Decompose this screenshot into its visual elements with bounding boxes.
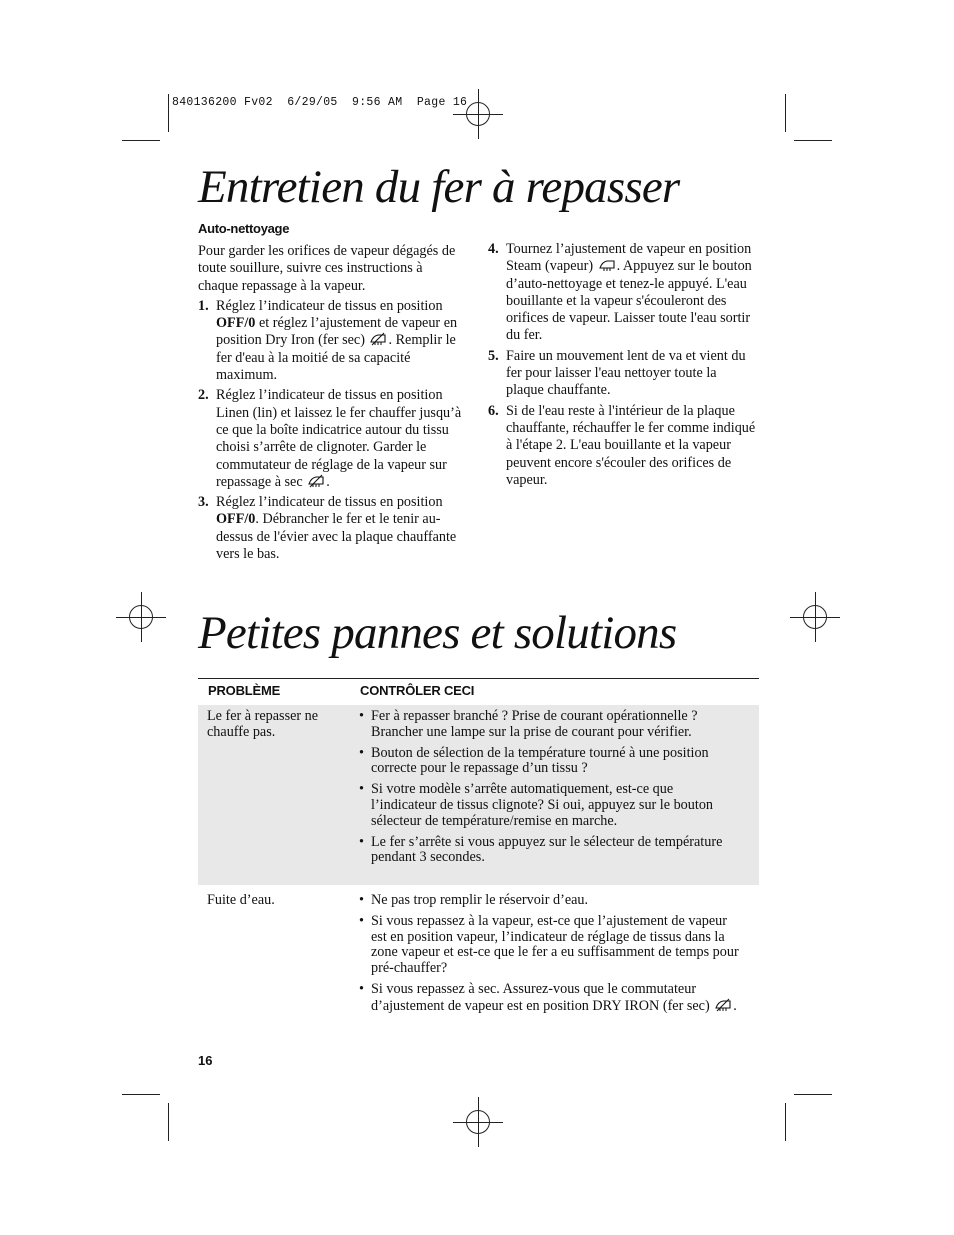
dry-iron-icon (370, 332, 386, 346)
step-3: 3. Réglez l’indicateur de tissus en position OFF/0. Débrancher le fer et le tenir au-dessus de l'évier avec la plaque chauffante vers le bas. (198, 494, 457, 563)
list-item: • Le fer s’arrête si vous appuyez sur le sélecteur de température pendant 3 secondes. (359, 835, 739, 867)
page-number: 16 (198, 1053, 213, 1068)
section-title-maintenance: Entretien du fer à repasser (198, 161, 680, 213)
subheading-self-clean: Auto-nettoyage (198, 221, 290, 236)
crop-mark (168, 1103, 169, 1141)
registration-mark-icon (466, 1110, 490, 1134)
registration-mark-icon (129, 605, 153, 629)
print-slug: 840136200 Fv02 6/29/05 9:56 AM Page 16 (172, 96, 468, 109)
crop-mark (794, 1094, 832, 1095)
step-2: 2. Réglez l’indicateur de tissus en position Linen (lin) et laissez le fer chauffer jusqu’à ce que la boîte indicatrice autour du tissu choisi s’arrête de clignoter. Garder le commutateur de réglage de la vapeur sur repassage à sec . (198, 387, 462, 490)
registration-mark-icon (803, 605, 827, 629)
table-header-check: CONTRÔLER CECI (360, 683, 475, 698)
crop-mark (122, 1094, 160, 1095)
step-4: 4. Tournez l’ajustement de vapeur en position Steam (vapeur) . Appuyez sur le bouton d’auto-nettoyage et tenez-le appuyé. L'eau bouillante et la vapeur s'écouleront des orifices de vapeur. Laisser toute l'eau sortir du fer. (488, 241, 752, 344)
registration-mark-icon (466, 102, 490, 126)
table-header-problem: PROBLÈME (208, 683, 281, 698)
list-item: • Ne pas trop remplir le réservoir d’eau. (359, 893, 739, 909)
table-row-1-checks (359, 709, 739, 871)
steam-icon (599, 258, 615, 272)
crop-mark (122, 140, 160, 141)
table-row-1-problem: Le fer à repasser ne chauffe pas. (207, 708, 319, 740)
list-item: • Si votre modèle s’arrête automatiquement, est-ce que l’indicateur de tissus clignote? Si oui, appuyez sur le bouton sélecteur de température/remise en marche. (359, 782, 739, 829)
list-item: • Si vous repassez à la vapeur, est-ce que l’ajustement de vapeur est en position vapeur, l’indicateur de réglage de tissus dans la zone vapeur et est-ce que le fer a eu suffisamment de temps pour pré-chauffer? (359, 914, 739, 977)
table-row-2-problem: Fuite d’eau. (207, 892, 275, 908)
crop-mark (785, 94, 786, 132)
list-item: • Si vous repassez à sec. Assurez-vous que le commutateur d’ajustement de vapeur est en position DRY IRON (fer sec) . (359, 982, 739, 1015)
table-top-rule (198, 678, 759, 679)
crop-mark (794, 140, 832, 141)
list-item: • Bouton de sélection de la température tourné à une position correcte pour le repassage d’un tissu ? (359, 746, 739, 778)
dry-iron-icon (715, 998, 731, 1012)
left-column (198, 243, 464, 566)
step-1: 1. Réglez l’indicateur de tissus en position OFF/0 et réglez l’ajustement de vapeur en position Dry Iron (fer sec) . Remplir le fer d'eau à la moitié de sa capacité maximum. (198, 297, 458, 384)
crop-mark (168, 94, 169, 132)
step-6: 6. Si de l'eau reste à l'intérieur de la plaque chauffante, réchauffer le fer comme indiqué à l'étape 2. L'eau bouillante et la vapeur peuvent encore s'écouler des orifices de vapeur. (488, 402, 756, 488)
dry-iron-icon (308, 474, 324, 488)
crop-mark (785, 1103, 786, 1141)
intro-paragraph: Pour garder les orifices de vapeur dégagés de toute souillure, suivre ces instructions à chaque repassage à la vapeur. (198, 243, 456, 294)
step-5: 5. Faire un mouvement lent de va et vient du fer pour laisser l'eau nettoyer toute la plaque chauffante. (488, 347, 746, 399)
right-column (488, 241, 756, 492)
section-title-troubleshooting: Petites pannes et solutions (198, 607, 677, 659)
table-row-2-checks (359, 893, 739, 1020)
list-item: • Fer à repasser branché ? Prise de courant opérationnelle ? Brancher une lampe sur la prise de courant pour vérifier. (359, 709, 739, 741)
